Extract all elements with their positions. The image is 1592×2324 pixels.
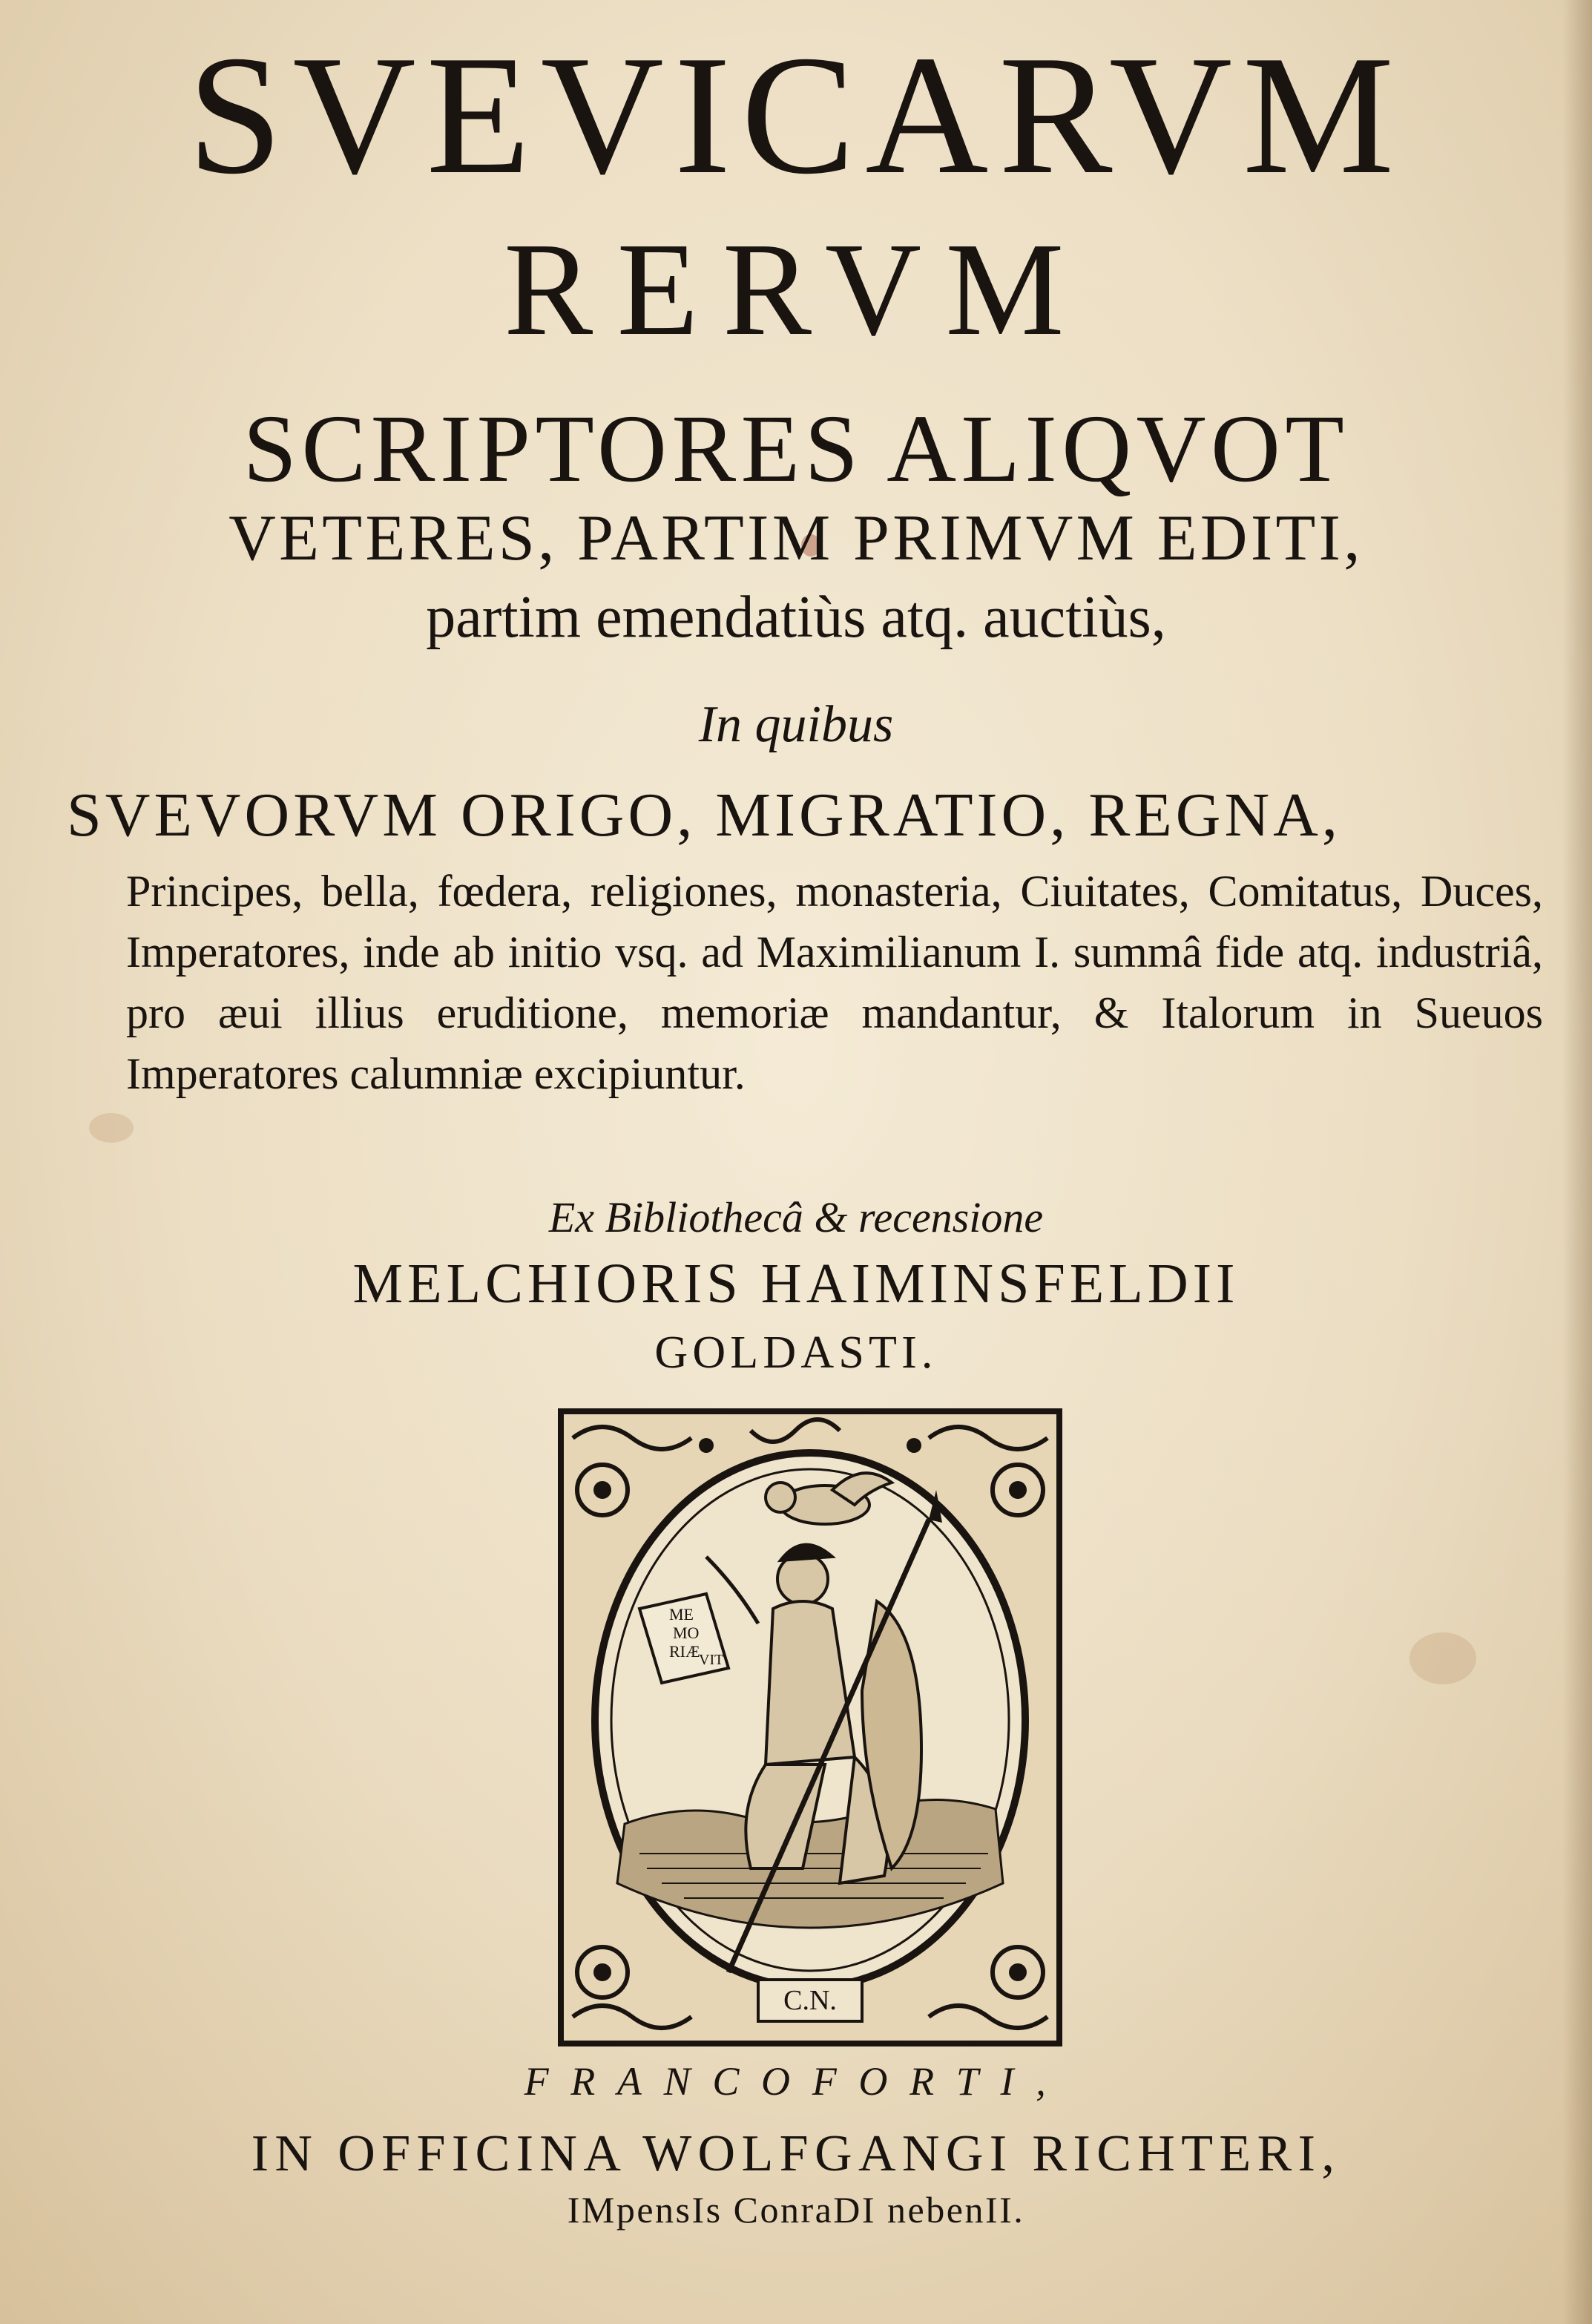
imprint-printer: IN OFFICINA WOLFGANGI RICHTERI, bbox=[251, 2125, 1341, 2182]
book-text-4: VIT bbox=[699, 1652, 724, 1668]
imprint-publisher: IMpensIs ConraDI nebenII. bbox=[567, 2189, 1025, 2231]
description-paragraph: Principes, bella, fœdera, religiones, monasteria, Ciuitates, Comitatus, Duces, Imperatores, inde ab initio vsq. ad Maximilianum I. summâ fide atq. industriâ, pro æui illius eruditione, memoriæ mandantur, & Italorum in Sueuos Imperatores calumniæ excipiuntur. bbox=[126, 867, 1543, 1098]
foxing-stain bbox=[89, 1113, 134, 1143]
foxing-stain bbox=[1410, 1632, 1476, 1684]
title-line-2: RERVM bbox=[504, 215, 1088, 363]
monogram-text: C.N. bbox=[783, 1985, 837, 2016]
author-surname: GOLDASTI. bbox=[654, 1327, 938, 1378]
in-quibus-line: In quibus bbox=[698, 696, 894, 753]
title-line-3: SCRIPTORES ALIQVOT bbox=[243, 395, 1349, 502]
printer-device-emblem bbox=[558, 1408, 1062, 2046]
title-line-1: SVEVICARVM bbox=[187, 20, 1405, 209]
title-line-5: partim emendatiùs atq. auctiùs, bbox=[426, 585, 1166, 650]
book-text-1: ME bbox=[669, 1605, 694, 1624]
imprint-city: FRANCOFORTI, bbox=[524, 2059, 1068, 2104]
author-name: MELCHIORIS HAIMINSFELDII bbox=[352, 1253, 1240, 1315]
source-line: Ex Bibliothecâ & recensione bbox=[548, 1193, 1044, 1241]
book-text-2: MO bbox=[673, 1624, 700, 1642]
title-line-4: VETERES, PARTIM PRIMVM EDITI, bbox=[228, 502, 1364, 574]
subject-heading: SVEVORVM ORIGO, MIGRATIO, REGNA, bbox=[67, 781, 1341, 850]
book-text-3: RIÆ bbox=[669, 1642, 700, 1661]
